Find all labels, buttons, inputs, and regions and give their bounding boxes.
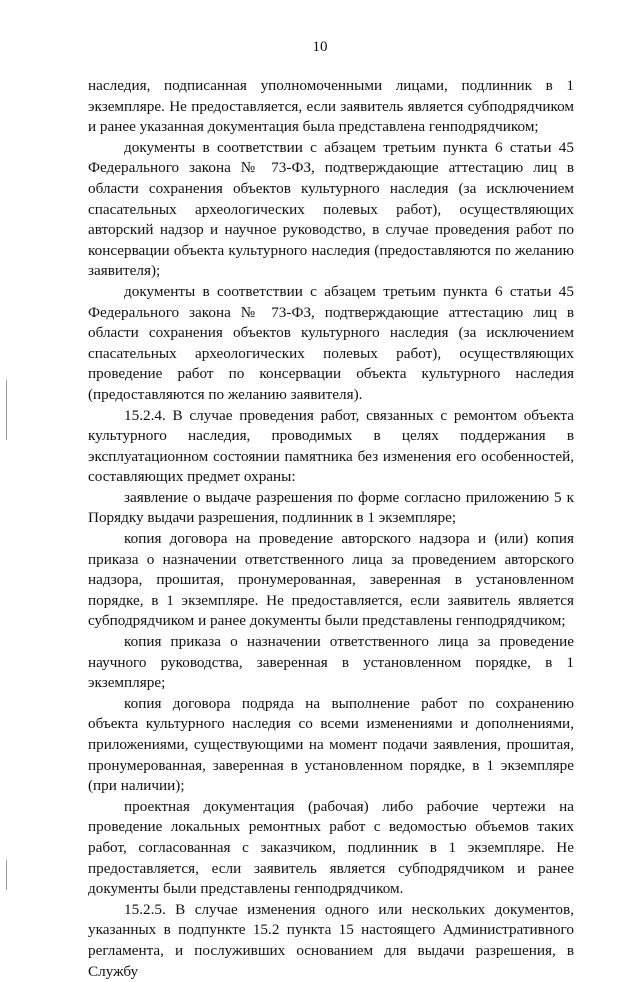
paragraph: документы в соответствии с абзацем третьим пункта 6 статьи 45 Федерального закона № 73-ФЗ, подтверждающие аттестацию лиц в области сохранения объектов культурного наследия (за исключением спасательных археологических полевых работ), осуществляющих авторский надзор и научное руководство, в случае проведения работ по консервации объекта культурного наследия (предоставляются по желанию заявителя); [88,138,574,280]
document-body [88,76,574,982]
paragraph: копия договора на проведение авторского надзора и (или) копия приказа о назначении ответственного лица за проведением авторского надзора, прошитая, пронумерованная, заверенная в установленном порядке, в 1 экземпляре. Не предоставляется, если заявитель является субподрядчиком и ранее документы были представлены генподрядчиком; [88,530,574,630]
paragraph: проектная документация (рабочая) либо рабочие чертежи на проведение локальных ремонтных работ с ведомостью объемов таких работ, согласованная с заказчиком, подлинник в 1 экземпляре. Не предоставляется, если заявитель является субподрядчиком и ранее документы были представлены генподрядчиком. [88,797,574,898]
paragraph: 15.2.4. В случае проведения работ, связанных с ремонтом объекта культурного наследия, проводимых в целях поддержания в эксплуатационном состоянии памятника без изменения его особенностей, составляющих предмет охраны: [88,406,574,486]
page-number: 10 [312,39,328,55]
paragraph: копия договора подряда на выполнение работ по сохранению объекта культурного наследия со всеми изменениями и дополнениями, приложениями, существующими на момент подачи заявления, прошитая, пронумерованная, заверенная в установленном порядке, в 1 экземпляре (при наличии); [88,694,574,795]
paragraph: наследия, подписанная уполномоченными лицами, подлинник в 1 экземпляре. Не предоставляется, если заявитель является субподрядчиком и ранее указанная документация была представлена генподрядчиком; [88,77,574,136]
paragraph: заявление о выдаче разрешения по форме согласно приложению 5 к Порядку выдачи разрешения, подлинник в 1 экземпляре; [88,488,574,527]
scan-margin-mark [6,860,7,890]
paragraph: копия приказа о назначении ответственного лица за проведение научного руководства, заверенная в установленном порядке, в 1 экземпляре; [88,633,574,692]
paragraph: документы в соответствии с абзацем третьим пункта 6 статьи 45 Федерального закона № 73-ФЗ, подтверждающие аттестацию лиц в области сохранения объектов культурного наследия (за исключением спасательных археологических полевых работ), осуществляющих проведение работ по консервации объекта культурного наследия (предоставляются по желанию заявителя). [88,282,574,403]
paragraph: 15.2.5. В случае изменения одного или нескольких документов, указанных в подпункте 15.2 пункта 15 настоящего Административного регламента, и послуживших основанием для выдачи разрешения, в Службу [88,900,574,980]
scan-margin-mark [6,380,7,440]
